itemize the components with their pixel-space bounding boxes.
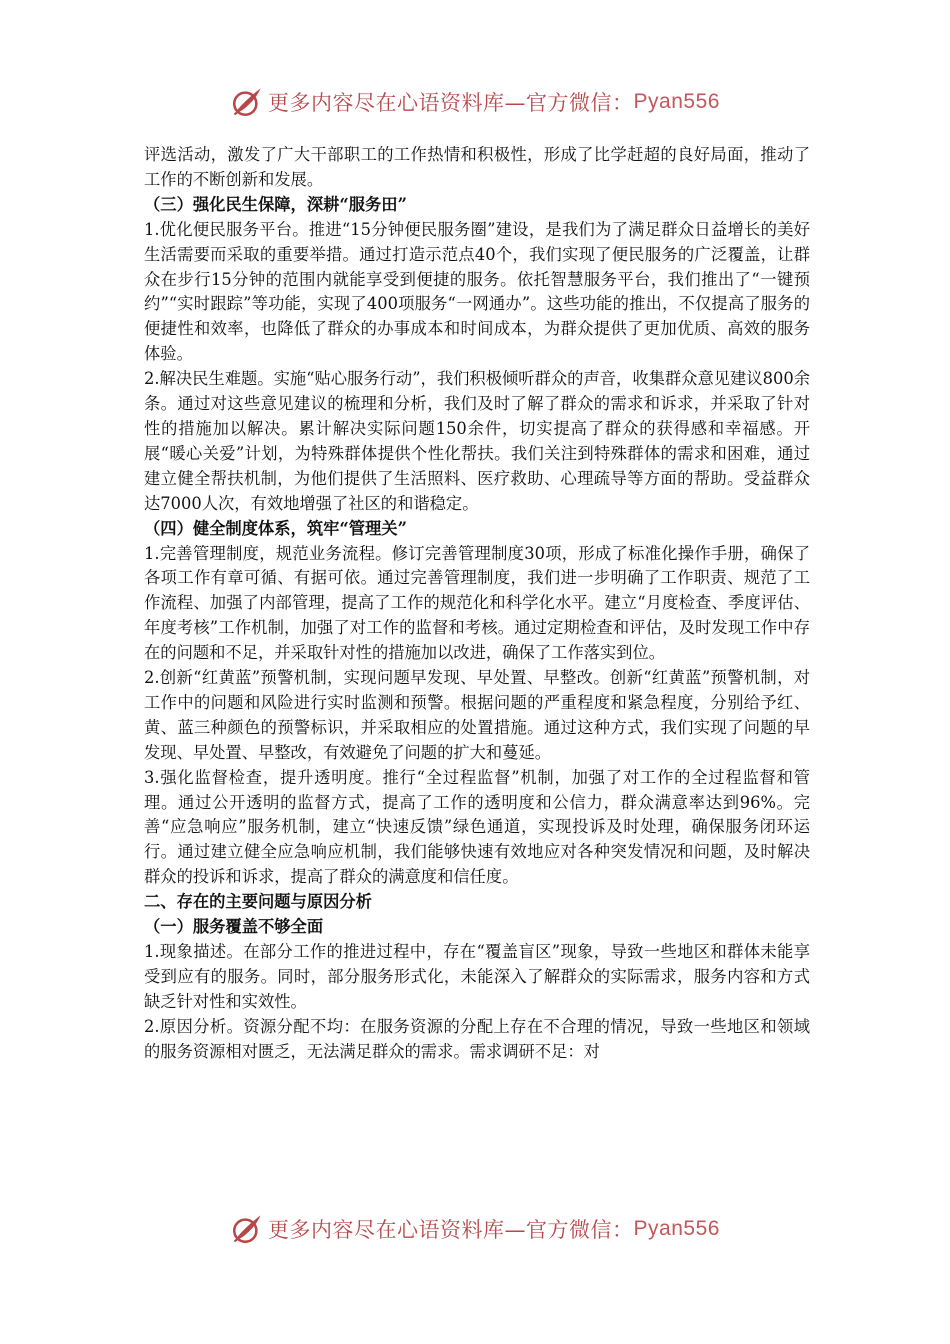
section-heading: （三）强化民生保障，深耕“服务田” (144, 194, 407, 214)
paragraph: 1.优化便民服务平台。推进“15分钟便民服务圈”建设，是我们为了满足群众日益增长的美好生活需要而采取的重要举措。通过打造示范点40个，我们实现了便民服务的广泛覆盖，让群众在步行15分钟的范围内就能享受到便捷的服务。依托智慧服务平台，我们推出了“一键预约”“实时跟踪”等功能，实现了400项服务“一网通办”。这些功能的推出，不仅提高了服务的便捷性和效率，也降低了群众的办事成本和时间成本，为群众提供了更加优质、高效的服务体验。 (144, 219, 810, 364)
document-body (144, 143, 810, 1065)
paragraph: 2.解决民生难题。实施“贴心服务行动”，我们积极倾听群众的声音，收集群众意见建议800余条。通过对这些意见建议的梳理和分析，我们及时了解了群众的需求和诉求，并采取了针对性的措施加以解决。累计解决实际问题150余件，切实提高了群众的获得感和幸福感。开展“暖心关爱”计划，为特殊群体提供个性化帮扶。我们关注到特殊群体的需求和困难，通过建立健全帮扶机制，为他们提供了生活照料、医疗救助、心理疏导等方面的帮助。受益群众达7000人次，有效地增强了社区的和谐稳定。 (144, 369, 810, 513)
paragraph: 1.现象描述。在部分工作的推进过程中，存在“覆盖盲区”现象，导致一些地区和群体未能享受到应有的服务。同时，部分服务形式化，未能深入了解群众的实际需求，服务内容和方式缺乏针对性和实效性。 (144, 942, 810, 1011)
paragraph: 3.强化监督检查，提升透明度。推行“全过程监督”机制，加强了对工作的全过程监督和管理。通过公开透明的监督方式，提高了工作的透明度和公信力，群众满意率达到96%。完善“应急响应”服务机制，建立“快速反馈”绿色通道，实现投诉及时处理，确保服务闭环运行。通过建立健全应急响应机制，我们能够快速有效地应对各种突发情况和问题，及时解决群众的投诉和诉求，提高了群众的满意度和信任度。 (144, 767, 810, 887)
paragraph: 2.原因分析。资源分配不均：在服务资源的分配上存在不合理的情况，导致一些地区和领域的服务资源相对匮乏，无法满足群众的需求。需求调研不足：对 (144, 1016, 810, 1061)
watermark-banner-bottom (0, 1209, 950, 1249)
watermark-text: 更多内容尽在心语资料库—官方微信： (268, 91, 634, 115)
quill-logo-icon (230, 1212, 264, 1246)
watermark-banner-top (0, 82, 950, 122)
quill-logo-icon (230, 85, 264, 119)
section-heading: （一）服务覆盖不够全面 (144, 917, 324, 937)
watermark-id: Pyan556 (633, 90, 720, 113)
watermark-id: Pyan556 (633, 1217, 720, 1240)
paragraph: 评选活动，激发了广大干部职工的工作热情和积极性，形成了比学赶超的良好局面，推动了工作的不断创新和发展。 (144, 145, 810, 189)
section-heading: （四）健全制度体系，筑牢“管理关” (144, 518, 407, 538)
chapter-heading: 二、存在的主要问题与原因分析 (144, 892, 372, 912)
watermark-text: 更多内容尽在心语资料库—官方微信： (268, 1218, 634, 1242)
paragraph: 1.完善管理制度，规范业务流程。修订完善管理制度30项，形成了标准化操作手册，确保了各项工作有章可循、有据可依。通过完善管理制度，我们进一步明确了工作职责、规范了工作流程、加强了内部管理，提高了工作的规范化和科学化水平。建立“月度检查、季度评估、年度考核”工作机制，加强了对工作的监督和考核。通过定期检查和评估，及时发现工作中存在的问题和不足，并采取针对性的措施加以改进，确保了工作落实到位。 (144, 543, 810, 663)
paragraph: 2.创新“红黄蓝”预警机制，实现问题早发现、早处置、早整改。创新“红黄蓝”预警机制，对工作中的问题和风险进行实时监测和预警。根据问题的严重程度和紧急程度，分别给予红、黄、蓝三种颜色的预警标识，并采取相应的处置措施。通过这种方式，我们实现了问题的早发现、早处置、早整改，有效避免了问题的扩大和蔓延。 (144, 668, 810, 762)
